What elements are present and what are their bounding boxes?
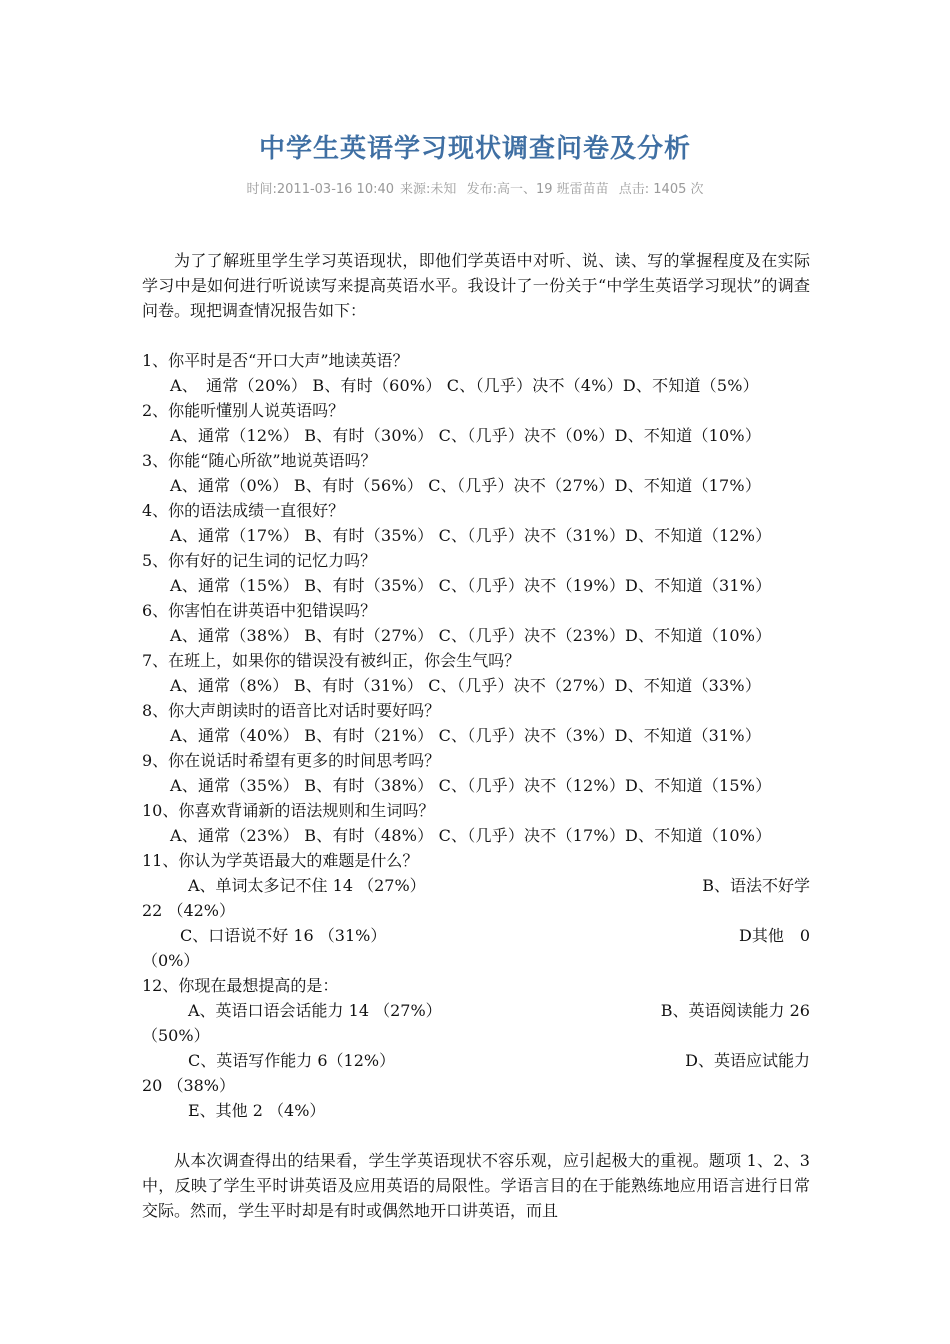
q11-row-ab <box>142 873 810 898</box>
answers-1: A、 通常（20%） B、有时（60%） C、（几乎）决不（4%）D、不知道（5%） <box>170 376 759 395</box>
meta-clicks: 点击: 1405 次 <box>618 182 704 197</box>
q11-option-c: C、口语说不好 16 （31%） <box>180 926 387 945</box>
q11-option-d: D其他 0 <box>738 926 810 945</box>
q12-row-cd <box>142 1048 810 1073</box>
meta-source: 来源:未知 <box>400 182 457 197</box>
answers-5: A、通常（15%） B、有时（35%） C、（几乎）决不（19%）D、不知道（31%） <box>170 576 772 595</box>
q11-option-b-cont: 22 （42%） <box>142 901 236 920</box>
answers-3: A、通常（0%） B、有时（56%） C、（几乎）决不（27%）D、不知道（17%） <box>170 476 762 495</box>
q11-option-a: A、单词太多记不住 14 （27%） <box>188 876 426 895</box>
q12-option-e: E、其他 2 （4%） <box>188 1101 326 1120</box>
page-title: 中学生英语学习现状调查问卷及分析 <box>258 134 691 164</box>
answers-8: A、通常（40%） B、有时（21%） C、（几乎）决不（3%）D、不知道（31%） <box>170 726 762 745</box>
q12-option-d-cont: 20 （38%） <box>142 1076 236 1095</box>
q12-option-b: B、英语阅读能力 26 <box>660 1001 810 1020</box>
question-5: 5、你有好的记生词的记忆力吗？ <box>142 551 377 570</box>
question-3: 3、你能“随心所欲”地说英语吗？ <box>142 451 377 470</box>
question-11: 11、你认为学英语最大的难题是什么？ <box>142 851 419 870</box>
question-2: 2、你能听懂别人说英语吗？ <box>142 401 345 420</box>
question-12: 12、你现在最想提高的是： <box>142 976 339 995</box>
meta-publisher: 发布:高一、19 班雷苗苗 <box>466 182 609 197</box>
q12-option-a: A、英语口语会话能力 14 （27%） <box>188 1001 442 1020</box>
meta-time: 时间:2011-03-16 10:40 <box>246 182 395 197</box>
q12-option-c: C、英语写作能力 6（12%） <box>188 1051 396 1070</box>
intro-paragraph: 为了了解班里学生学习英语现状，即他们学英语中对听、说、读、写的掌握程度及在实际学习中是如何进行听说读写来提高英语水平。我设计了一份关于“中学生英语学习现状”的调查问卷。现把调查情况报告如下： <box>142 251 810 320</box>
q11-option-d-cont: （0%） <box>142 951 200 970</box>
article-meta <box>0 178 950 197</box>
answers-2: A、通常（12%） B、有时（30%） C、（几乎）决不（0%）D、不知道（10%） <box>170 426 762 445</box>
q12-option-d: D、英语应试能力 <box>685 1051 810 1070</box>
answers-6: A、通常（38%） B、有时（27%） C、（几乎）决不（23%）D、不知道（10%） <box>170 626 772 645</box>
q11-option-b: B、语法不好学 <box>702 876 810 895</box>
answers-7: A、通常（8%） B、有时（31%） C、（几乎）决不（27%）D、不知道（33%） <box>170 676 762 695</box>
q12-option-b-cont: （50%） <box>142 1026 210 1045</box>
answers-4: A、通常（17%） B、有时（35%） C、（几乎）决不（31%）D、不知道（12%） <box>170 526 772 545</box>
q11-row-cd <box>142 923 810 948</box>
question-9: 9、你在说话时希望有更多的时间思考吗？ <box>142 751 441 770</box>
article-body <box>142 248 810 1223</box>
analysis-paragraph: 从本次调查得出的结果看，学生学英语现状不容乐观，应引起极大的重视。题项 1、2、3 中，反映了学生平时讲英语及应用英语的局限性。学语言目的在于能熟练地应用语言进行日常交际。然而，学生平时却是有时或偶然地开口讲英语，而且 <box>142 1151 810 1220</box>
q12-row-ab <box>142 998 810 1023</box>
answers-10: A、通常（23%） B、有时（48%） C、（几乎）决不（17%）D、不知道（10%） <box>170 826 772 845</box>
question-1: 1、你平时是否“开口大声”地读英语？ <box>142 351 409 370</box>
question-10: 10、你喜欢背诵新的语法规则和生词吗？ <box>142 801 435 820</box>
question-6: 6、你害怕在讲英语中犯错误吗？ <box>142 601 377 620</box>
question-7: 7、在班上，如果你的错误没有被纠正，你会生气吗？ <box>142 651 521 670</box>
answers-9: A、通常（35%） B、有时（38%） C、（几乎）决不（12%）D、不知道（15%） <box>170 776 772 795</box>
question-8: 8、你大声朗读时的语音比对话时要好吗？ <box>142 701 441 720</box>
question-4: 4、你的语法成绩一直很好？ <box>142 501 345 520</box>
